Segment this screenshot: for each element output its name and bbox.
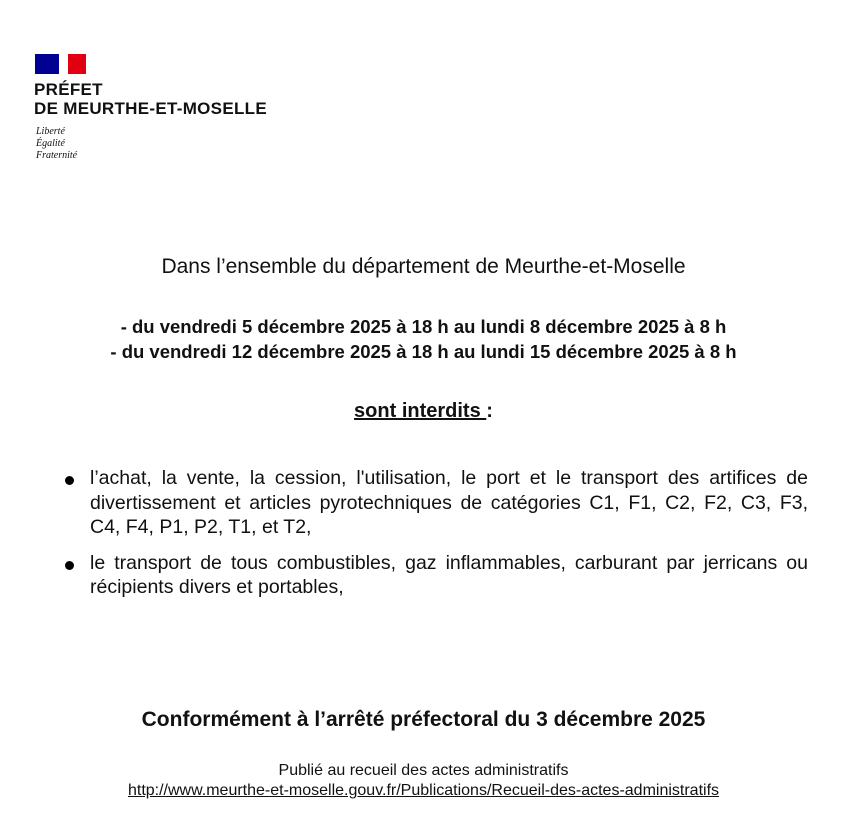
forbidden-heading: [0, 400, 847, 423]
date-range-1: - du vendredi 5 décembre 2025 à 18 h au lundi 8 décembre 2025 à 8 h: [120, 316, 727, 337]
forbidden-colon: :: [486, 400, 493, 422]
marianne-logo-icon: [35, 54, 86, 74]
forbidden-list: [62, 466, 808, 611]
bullet-icon: [65, 561, 74, 570]
list-item: [62, 466, 808, 540]
bullet-icon: [65, 476, 74, 485]
conformity-text: Conformément à l’arrêté préfectoral du 3 décembre 2025: [141, 708, 706, 731]
recueil-link[interactable]: http://www.meurthe-et-moselle.gouv.fr/Publications/Recueil-des-actes-administratifs: [127, 782, 720, 799]
motto-egalite: Égalité: [36, 138, 65, 149]
motto-fraternite: Fraternité: [36, 150, 78, 161]
list-item-text: le transport de tous combustibles, gaz inflammables, carburant par jerricans ou récipients divers et portables,: [90, 551, 808, 598]
list-item: [62, 551, 808, 600]
motto-liberte: Liberté: [36, 126, 65, 137]
published-text: Publié au recueil des actes administratifs: [278, 762, 569, 779]
motto: [36, 126, 77, 162]
prefect-line-1: PRÉFET: [34, 80, 103, 99]
prefect-title: [34, 80, 267, 118]
url-line: [0, 782, 847, 800]
prefect-line-2: DE MEURTHE-ET-MOSELLE: [34, 99, 267, 118]
intro-text: Dans l’ensemble du département de Meurthe-et-Moselle: [161, 255, 686, 278]
forbidden-heading-text: sont interdits: [354, 400, 487, 422]
date-range-2: - du vendredi 12 décembre 2025 à 18 h au lundi 15 décembre 2025 à 8 h: [110, 341, 737, 362]
list-item-text: l’achat, la vente, la cession, l'utilisation, le port et le transport des artifices de divertissement et articles pyrotechniques de catégories C1, F1, C2, F2, C3, F3, C4, F4, P1, P2, T1, et T2,: [90, 467, 808, 538]
